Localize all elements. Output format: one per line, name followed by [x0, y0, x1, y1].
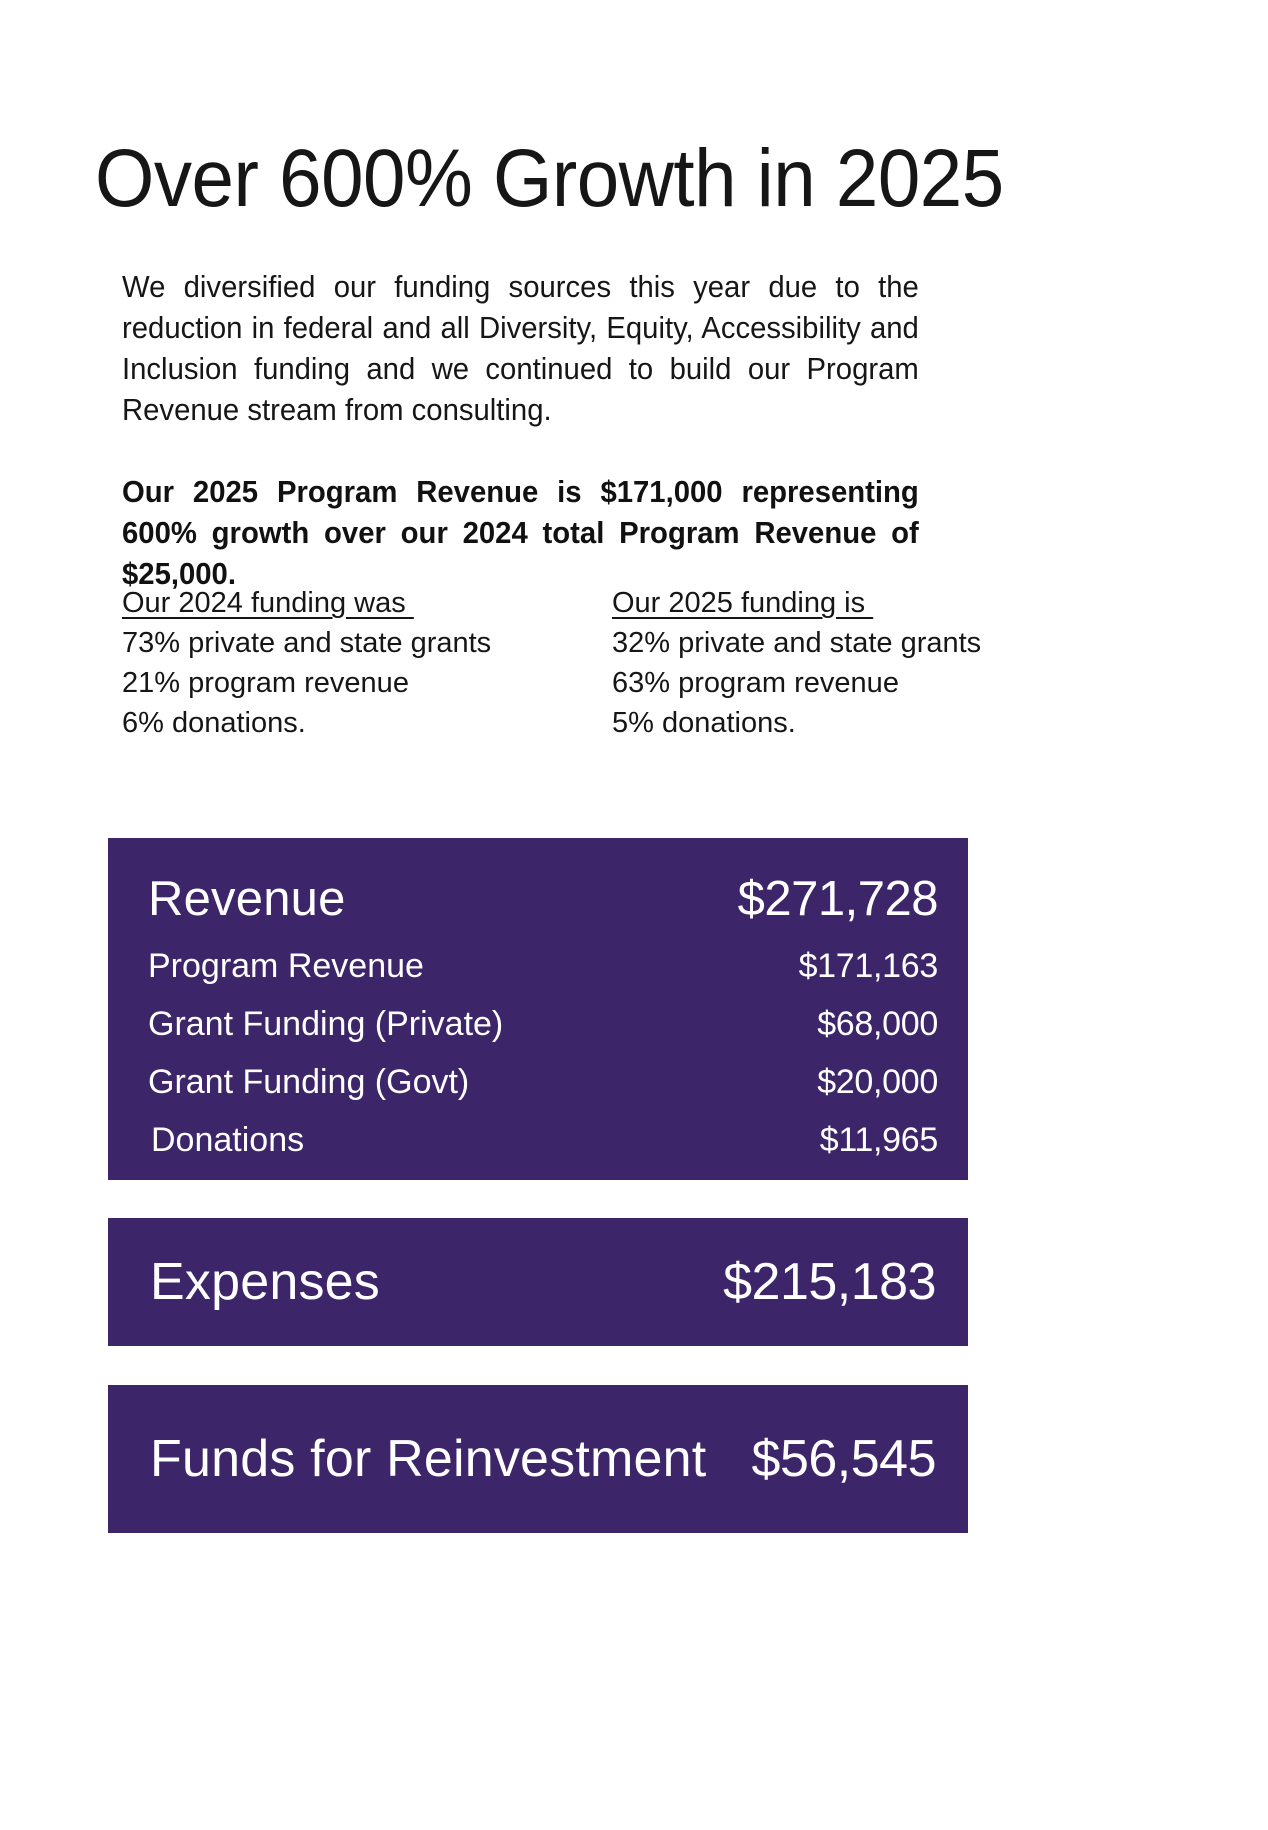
- reinvestment-card: [108, 1385, 968, 1533]
- expenses-row: [108, 1218, 968, 1346]
- revenue-item-label: Donations: [151, 1121, 305, 1159]
- revenue-card: [108, 838, 968, 1180]
- revenue-item-donations: [148, 1118, 938, 1162]
- revenue-item-label: Grant Funding (Govt): [148, 1063, 470, 1101]
- reinvestment-row: [108, 1385, 968, 1533]
- funding-2025-line-2: 63% program revenue: [612, 667, 899, 699]
- highlight-paragraph: Our 2025 Program Revenue is $171,000 representing 600% growth over our 2024 total Program Revenue of $25,000.: [122, 474, 919, 591]
- revenue-item-value: $20,000: [817, 1063, 938, 1101]
- revenue-item-value: $68,000: [817, 1005, 938, 1043]
- funding-2024-line-3: 6% donations.: [122, 707, 306, 739]
- expenses-value: $215,183: [723, 1253, 936, 1311]
- revenue-item-value: $171,163: [798, 947, 938, 985]
- reinvestment-label: Funds for Reinvestment: [150, 1430, 707, 1488]
- funding-2025-line-3: 5% donations.: [612, 707, 796, 739]
- page-title: Over 600% Growth in 2025: [95, 132, 1004, 224]
- revenue-item-program-revenue: [148, 944, 938, 988]
- revenue-total-label: Revenue: [148, 872, 346, 926]
- intro-paragraph: We diversified our funding sources this year due to the reduction in federal and all Diversity, Equity, Accessibility and Inclusion funding and we continued to build our Program Revenue stream from consulting.: [122, 269, 919, 427]
- revenue-item-value: $11,965: [819, 1121, 938, 1159]
- revenue-total-row: [148, 868, 938, 930]
- revenue-total-value: $271,728: [737, 872, 938, 926]
- revenue-item-grant-funding-private: [148, 1002, 938, 1046]
- funding-comparison: [122, 583, 1002, 743]
- revenue-item-label: Grant Funding (Private): [148, 1005, 504, 1043]
- funding-column-2025: [612, 583, 1002, 743]
- funding-2024-line-2: 21% program revenue: [122, 667, 409, 699]
- expenses-label: Expenses: [150, 1253, 380, 1311]
- funding-2024-line-1: 73% private and state grants: [122, 627, 492, 659]
- reinvestment-value: $56,545: [751, 1430, 936, 1488]
- funding-column-2024: [122, 583, 492, 743]
- funding-2025-heading: Our 2025 funding is: [612, 587, 874, 619]
- revenue-item-label: Program Revenue: [148, 947, 424, 985]
- funding-2024-heading: Our 2024 funding was: [122, 587, 414, 619]
- expenses-card: [108, 1218, 968, 1346]
- funding-2025-line-1: 32% private and state grants: [612, 627, 982, 659]
- revenue-item-grant-funding-govt: [148, 1060, 938, 1104]
